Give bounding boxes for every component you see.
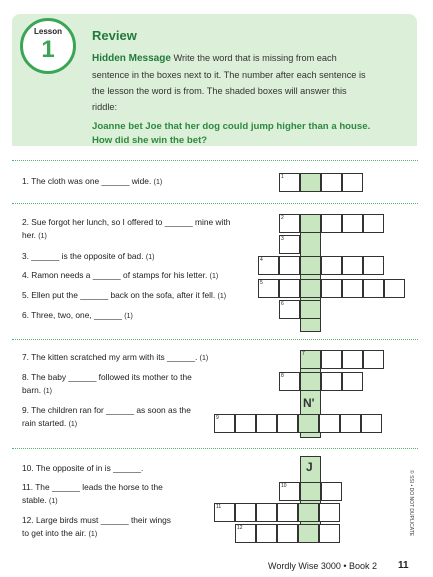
clue-number: 10 [281, 483, 287, 489]
grid-cell[interactable] [279, 482, 300, 501]
divider [12, 448, 418, 449]
grid-cell[interactable] [256, 503, 277, 522]
grid-cell[interactable] [363, 279, 384, 298]
grid-cell[interactable] [300, 350, 321, 369]
grid-cell[interactable] [340, 414, 361, 433]
grid-cell[interactable] [279, 214, 300, 233]
clue-12: 12. Large birds must ______ their wings to get into the air. (1) [22, 515, 171, 538]
lesson-label: Lesson [33, 27, 62, 36]
given-letter: N' [303, 396, 315, 410]
instructions [92, 50, 372, 115]
lesson-badge [20, 18, 76, 74]
grid-cell[interactable] [279, 372, 300, 391]
grid-cell[interactable] [321, 372, 342, 391]
grid-cell[interactable] [298, 414, 319, 433]
clue-5: 5. Ellen put the ______ back on the sofa, after it fell. (1) [22, 290, 227, 300]
clue-number: 12 [237, 525, 243, 531]
clue-number: 7 [302, 351, 305, 357]
clue-1: 1. The cloth was one ______ wide. (1) [22, 176, 163, 186]
grid-cell[interactable] [300, 214, 321, 233]
grid-cell[interactable] [342, 350, 363, 369]
lesson-number: 1 [41, 36, 55, 63]
clue-number: 2 [281, 215, 284, 221]
clue-2: 2. Sue forgot her lunch, so I offered to ______ mine with her. (1) [22, 217, 231, 240]
grid-cell[interactable] [300, 300, 321, 319]
grid-cell[interactable] [363, 350, 384, 369]
grid-cell[interactable] [342, 214, 363, 233]
grid-cell[interactable] [363, 214, 384, 233]
grid-cell[interactable] [300, 173, 321, 192]
footer: Wordly Wise 3000 • Book 2 [268, 561, 378, 571]
grid-cell[interactable] [235, 524, 256, 543]
clue-11: 11. The ______ leads the horse to the stable. (1) [22, 482, 163, 505]
grid-cell[interactable] [319, 414, 340, 433]
clue-7: 7. The kitten scratched my arm with its ______. (1) [22, 352, 209, 362]
grid-cell[interactable] [321, 214, 342, 233]
divider [12, 339, 418, 340]
grid-cell[interactable] [321, 173, 342, 192]
grid-cell[interactable] [321, 482, 342, 501]
clue-number: 4 [260, 257, 263, 263]
grid-cell[interactable] [256, 524, 277, 543]
grid-cell[interactable] [258, 256, 279, 275]
hidden-message-label: Hidden Message [92, 53, 171, 64]
grid-cell[interactable] [277, 414, 298, 433]
clue-9: 9. The children ran for ______ as soon as the rain started. (1) [22, 405, 191, 428]
grid-cell[interactable] [214, 503, 235, 522]
grid-cell[interactable] [342, 372, 363, 391]
divider [12, 160, 418, 161]
grid-cell[interactable] [298, 503, 319, 522]
grid-cell[interactable] [235, 503, 256, 522]
clue-number: 9 [216, 415, 219, 421]
grid-cell[interactable] [321, 256, 342, 275]
grid-cell[interactable] [300, 372, 321, 391]
grid-cell[interactable] [235, 414, 256, 433]
grid-cell[interactable] [298, 524, 319, 543]
review-title: Review [92, 28, 137, 43]
divider [12, 203, 418, 204]
clue-4: 4. Ramon needs a ______ of stamps for his letter. (1) [22, 270, 219, 280]
clue-3: 3. ______ is the opposite of bad. (1) [22, 251, 155, 261]
grid-cell[interactable] [319, 524, 340, 543]
clue-number: 8 [281, 373, 284, 379]
grid-cell[interactable] [279, 173, 300, 192]
grid-cell[interactable] [279, 256, 300, 275]
clue-10: 10. The opposite of in is ______. [22, 463, 144, 473]
clue-8: 8. The baby ______ followed its mother to the barn. (1) [22, 372, 192, 395]
grid-cell[interactable] [384, 279, 405, 298]
grid-cell[interactable] [319, 503, 340, 522]
grid-cell[interactable] [256, 414, 277, 433]
grid-cell[interactable] [321, 279, 342, 298]
grid-cell[interactable] [300, 256, 321, 275]
grid-cell[interactable] [300, 482, 321, 501]
grid-cell[interactable] [342, 256, 363, 275]
grid-cell[interactable] [342, 173, 363, 192]
grid-cell[interactable] [321, 350, 342, 369]
grid-cell[interactable] [361, 414, 382, 433]
given-letter: J [306, 460, 313, 474]
grid-cell[interactable] [214, 414, 235, 433]
clue-number: 5 [260, 280, 263, 286]
grid-cell[interactable] [277, 524, 298, 543]
clue-6: 6. Three, two, one, ______ (1) [22, 310, 133, 320]
grid-cell[interactable] [279, 279, 300, 298]
instructions-text: Write the word that is missing from each sentence in the boxes next to it. The number after each sentence is the lesson the word is from. The shaded boxes will answer this riddle: [92, 53, 366, 112]
grid-cell[interactable] [300, 279, 321, 298]
grid-cell[interactable] [279, 300, 300, 319]
clue-number: 1 [281, 174, 284, 180]
copyright-side-text: © SSI • DO NOT DUPLICATE [408, 470, 414, 537]
page-number: 11 [398, 560, 409, 571]
grid-cell[interactable] [363, 256, 384, 275]
clue-number: 3 [281, 236, 284, 242]
grid-cell[interactable] [279, 235, 300, 254]
grid-cell[interactable] [277, 503, 298, 522]
grid-cell[interactable] [342, 279, 363, 298]
clue-number: 6 [281, 301, 284, 307]
clue-number: 11 [216, 504, 222, 510]
grid-cell[interactable] [258, 279, 279, 298]
riddle: Joanne bet Joe that her dog could jump higher than a house. How did she win the bet? [92, 121, 371, 146]
